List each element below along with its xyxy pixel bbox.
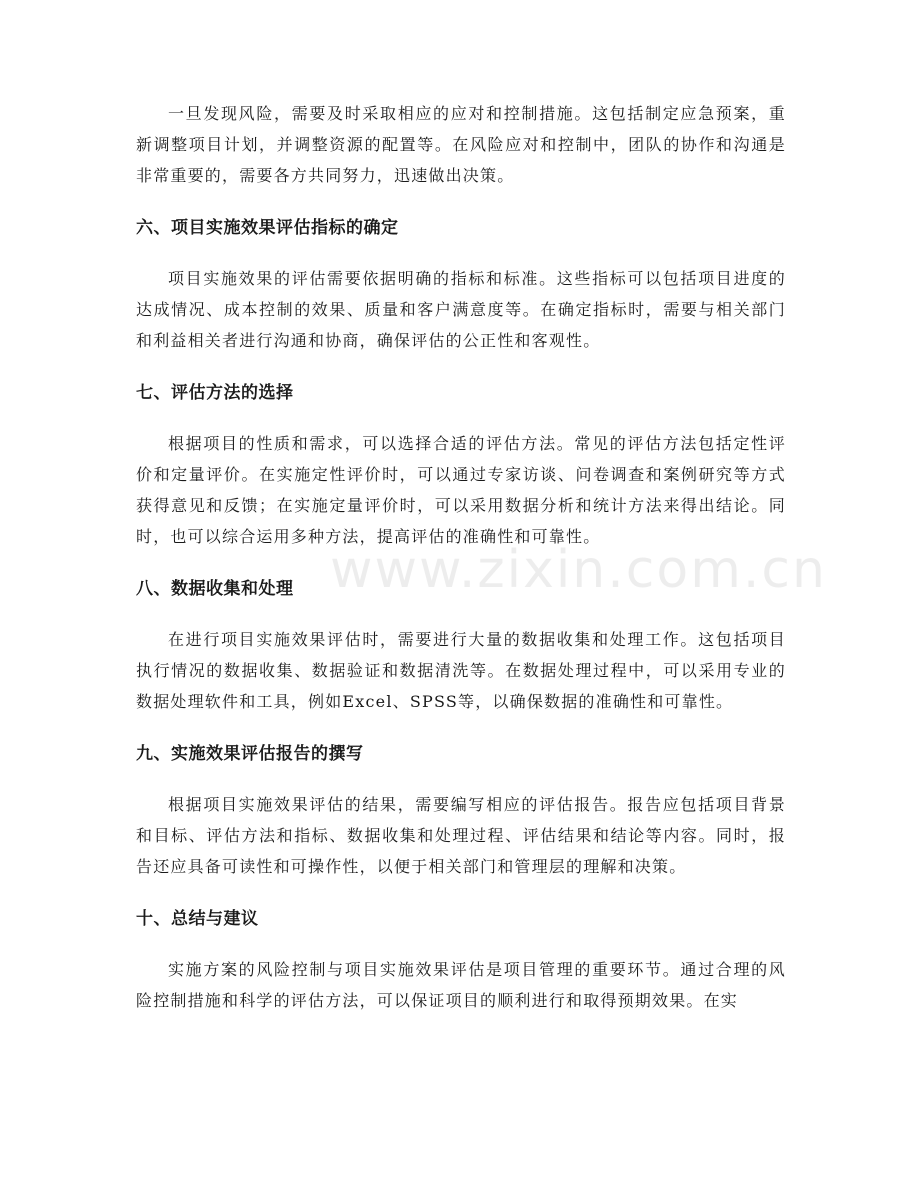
section-heading-6: 六、项目实施效果评估指标的确定 — [136, 218, 399, 238]
paragraph-section-6: 项目实施效果的评估需要依据明确的指标和标准。这些指标可以包括项目进度的达成情况、成本控制的效果、质量和客户满意度等。在确定指标时，需要与相关部门和利益相关者进行沟通和协商，确保评估的公正性和客观性。 — [136, 269, 786, 350]
section-heading-7: 七、评估方法的选择 — [136, 383, 294, 403]
document-body — [136, 98, 786, 1016]
section-heading-10: 十、总结与建议 — [136, 909, 259, 929]
paragraph-risk-response: 一旦发现风险，需要及时采取相应的应对和控制措施。这包括制定应急预案，重新调整项目计划，并调整资源的配置等。在风险应对和控制中，团队的协作和沟通是非常重要的，需要各方共同努力，迅速做出决策。 — [136, 104, 786, 185]
paragraph-section-10: 实施方案的风险控制与项目实施效果评估是项目管理的重要环节。通过合理的风险控制措施和科学的评估方法，可以保证项目的顺利进行和取得预期效果。在实 — [136, 960, 786, 1010]
section-heading-8: 八、数据收集和处理 — [136, 579, 294, 599]
paragraph-section-9: 根据项目实施效果评估的结果，需要编写相应的评估报告。报告应包括项目背景和目标、评估方法和指标、数据收集和处理过程、评估结果和结论等内容。同时，报告还应具备可读性和可操作性，以便于相关部门和管理层的理解和决策。 — [136, 795, 786, 876]
section-heading-9: 九、实施效果评估报告的撰写 — [136, 744, 364, 764]
paragraph-section-7: 根据项目的性质和需求，可以选择合适的评估方法。常见的评估方法包括定性评价和定量评价。在实施定性评价时，可以通过专家访谈、问卷调查和案例研究等方式获得意见和反馈；在实施定量评价时，可以采用数据分析和统计方法来得出结论。同时，也可以综合运用多种方法，提高评估的准确性和可靠性。 — [136, 434, 786, 546]
watermark: www.zixin.com.cn — [330, 540, 827, 600]
paragraph-section-8: 在进行项目实施效果评估时，需要进行大量的数据收集和处理工作。这包括项目执行情况的数据收集、数据验证和数据清洗等。在数据处理过程中，可以采用专业的数据处理软件和工具，例如Excel、SPSS等，以确保数据的准确性和可靠性。 — [136, 630, 786, 711]
